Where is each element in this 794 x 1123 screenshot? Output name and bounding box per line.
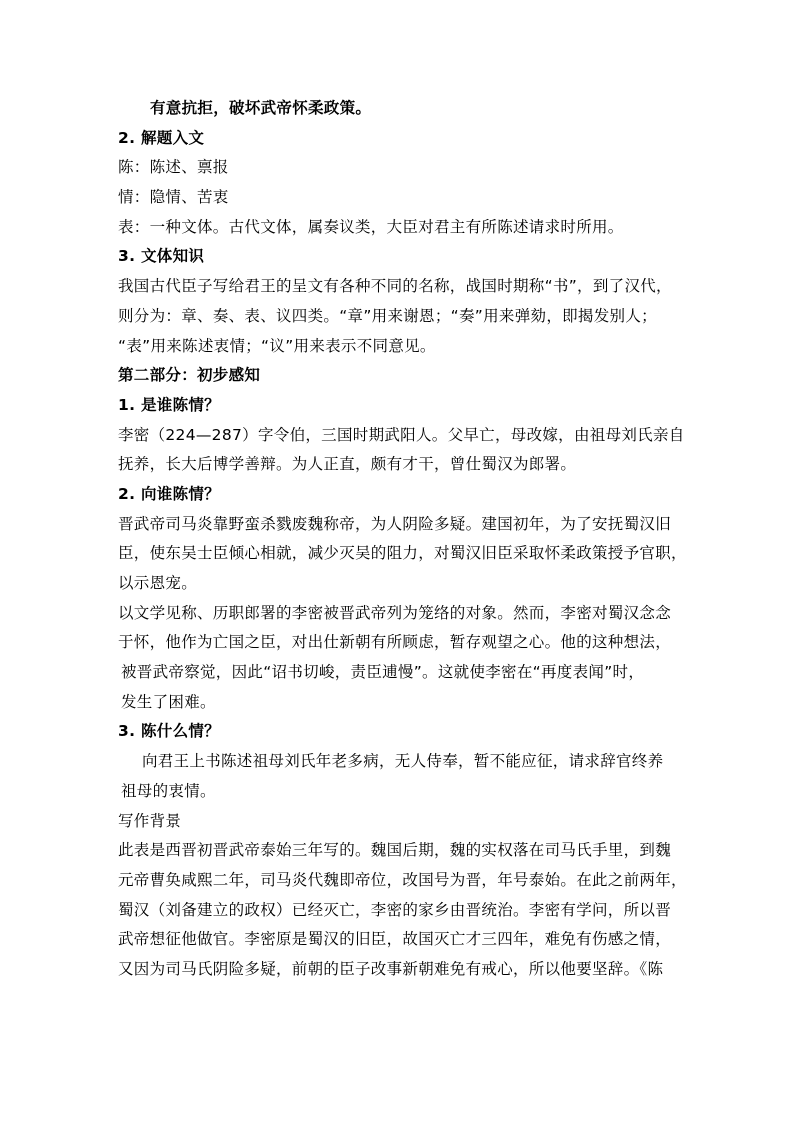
- paragraph-line: 发生了困难。: [121, 692, 216, 711]
- paragraph-line: 又因为司马氏阴险多疑，前朝的臣子改事新朝难免有戒心，所以他要坚辞。《陈: [118, 959, 664, 978]
- section-heading: 1. 是谁陈情？: [118, 395, 220, 414]
- paragraph-line: 情：隐情、苦衷: [118, 188, 229, 207]
- paragraph-line: 向君王上书陈述祖母刘氏年老多病，无人侍奉，暂不能应征，请求辞官终养: [142, 752, 664, 771]
- section-heading: 2. 向谁陈情？: [118, 484, 220, 503]
- paragraph-line: 表：一种文体。古代文体，属奏议类，大臣对君主有所陈述请求时所用。: [118, 217, 624, 236]
- section-heading: 2. 解题入文: [118, 128, 205, 147]
- part-heading: 第二部分：初步感知: [118, 366, 261, 385]
- subheading: 写作背景: [118, 811, 182, 830]
- section-heading: 3. 陈什么情？: [118, 722, 220, 741]
- paragraph-line: 李密（224—287）字令伯，三国时期武阳人。父早亡，母改嫁，由祖母刘氏亲自: [118, 425, 685, 444]
- section-heading: 3. 文体知识: [118, 247, 205, 266]
- paragraph-line: 晋武帝司马炎靠野蛮杀戮废魏称帝，为人阴险多疑。建国初年，为了安抚蜀汉旧: [118, 514, 672, 533]
- paragraph-line: 武帝想征他做官。李密原是蜀汉的旧臣，故国灭亡才三四年，难免有伤感之情，: [118, 930, 672, 949]
- paragraph-line: 抚养，长大后博学善辩。为人正直，颇有才干，曾仕蜀汉为郎署。: [118, 455, 577, 474]
- paragraph-line: 祖母的衷情。: [121, 781, 216, 800]
- paragraph-line: 有意抗拒，破坏武帝怀柔政策。: [150, 99, 372, 117]
- paragraph-line: 于怀，他作为亡国之臣，对出仕新朝有所顾虑，暂存观望之心。他的这种想法，: [118, 633, 672, 652]
- paragraph-line: 蜀汉（刘备建立的政权）已经灭亡，李密的家乡由晋统治。李密有学问，所以晋: [118, 900, 672, 919]
- paragraph-line: 此表是西晋初晋武帝泰始三年写的。魏国后期，魏的实权落在司马氏手里，到魏: [118, 841, 672, 860]
- paragraph-line: 则分为：章、奏、表、议四类。“章”用来谢恩；“奏”用来弹劾，即揭发别人；: [118, 306, 657, 325]
- paragraph-line: 元帝曹奂咸熙二年，司马炎代魏即帝位，改国号为晋，年号泰始。在此之前两年，: [118, 870, 687, 889]
- paragraph-line: 臣，使东吴士臣倾心相就，减少灭吴的阻力，对蜀汉旧臣采取怀柔政策授予官职，: [118, 544, 687, 563]
- paragraph-line: 我国古代臣子写给君王的呈文有各种不同的名称，战国时期称“书”，到了汉代，: [118, 277, 672, 296]
- paragraph-line: 陈：陈述、禀报: [118, 158, 229, 177]
- paragraph-line: 以示恩宠。: [118, 574, 198, 592]
- paragraph-line: 被晋武帝察觉，因此“诏书切峻，责臣逋慢”。这就使李密在“再度表闻”时，: [121, 663, 645, 682]
- document-body: [118, 94, 687, 985]
- paragraph-line: 以文学见称、历职郎署的李密被晋武帝列为笼络的对象。然而，李密对蜀汉念念: [118, 603, 672, 622]
- paragraph-line: “表”用来陈述衷情；“议”用来表示不同意见。: [118, 336, 436, 355]
